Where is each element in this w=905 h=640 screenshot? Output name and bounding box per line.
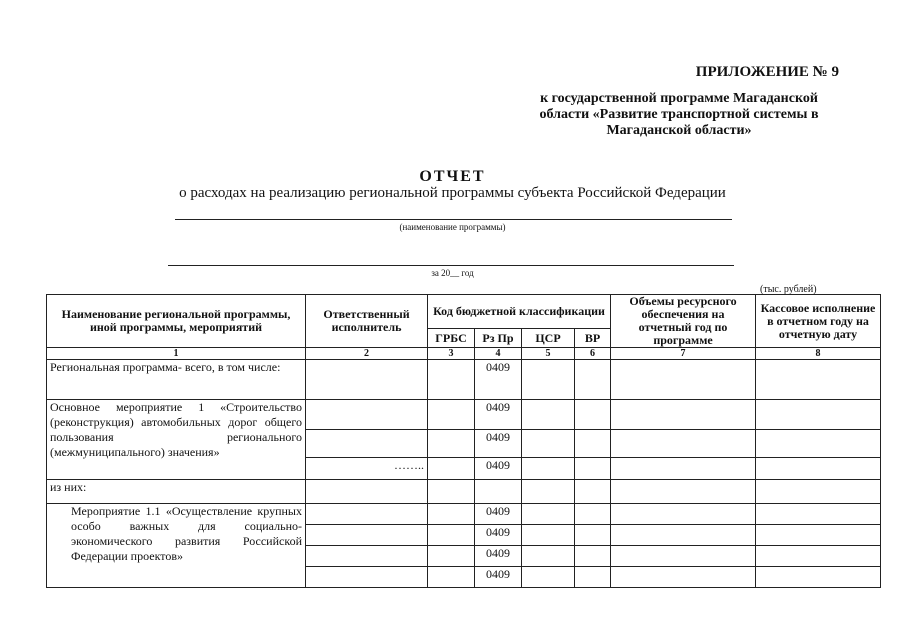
header-csr: ЦСР bbox=[522, 329, 575, 348]
column-number: 3 bbox=[428, 348, 475, 360]
header-name: Наименование региональной программы, иной программы, мероприятий bbox=[47, 295, 306, 348]
code-rzpr: 0409 bbox=[475, 525, 522, 546]
row-main-event-1: Основное мероприятие 1 «Строительство (реконструкция) автомобильных дорог общего пользования регионального (межмуниципального) значения» bbox=[47, 400, 306, 480]
column-number: 5 bbox=[522, 348, 575, 360]
table-row bbox=[47, 480, 881, 504]
row-ellipsis: …….. bbox=[306, 458, 428, 480]
report-subtitle: о расходах на реализацию региональной программы субъекта Российской Федерации bbox=[179, 185, 726, 201]
header-budget-code: Код бюджетной классификации bbox=[428, 295, 611, 329]
column-number: 4 bbox=[475, 348, 522, 360]
code-rzpr: 0409 bbox=[475, 546, 522, 567]
header-grbs: ГРБС bbox=[428, 329, 475, 348]
column-number: 1 bbox=[47, 348, 306, 360]
code-rzpr: 0409 bbox=[475, 504, 522, 525]
column-number: 6 bbox=[575, 348, 611, 360]
program-name-caption: (наименование программы) bbox=[399, 222, 506, 232]
row-event-1-1: Мероприятие 1.1 «Осуществление крупных особо важных для социально-экономического развития Российской Федерации проектов» bbox=[47, 504, 306, 588]
code-rzpr: 0409 bbox=[475, 400, 522, 430]
column-number: 8 bbox=[756, 348, 881, 360]
table-row bbox=[47, 360, 881, 400]
row-of-which: из них: bbox=[47, 480, 306, 504]
table-row bbox=[47, 504, 881, 525]
report-year: за 20__ год bbox=[431, 268, 474, 278]
code-rzpr: 0409 bbox=[475, 360, 522, 400]
separator-line bbox=[168, 265, 734, 266]
report-title: ОТЧЕТ bbox=[419, 168, 486, 185]
column-numbers-row bbox=[47, 348, 881, 360]
header-executor: Ответственный исполнитель bbox=[306, 295, 428, 348]
header-volumes: Объемы ресурсного обеспечения на отчетный год по программе bbox=[611, 295, 756, 348]
header-rzpr: Рз Пр bbox=[475, 329, 522, 348]
row-regional-program: Региональная программа- всего, в том числе: bbox=[47, 360, 306, 400]
table-row bbox=[47, 400, 881, 430]
header-vr: ВР bbox=[575, 329, 611, 348]
code-rzpr: 0409 bbox=[475, 430, 522, 458]
code-rzpr: 0409 bbox=[475, 567, 522, 588]
report-table bbox=[46, 294, 881, 588]
column-number: 7 bbox=[611, 348, 756, 360]
header-cash-execution: Кассовое исполнение в отчетном году на отчетную дату bbox=[756, 295, 881, 348]
code-rzpr: 0409 bbox=[475, 458, 522, 480]
units-label: (тыс. рублей) bbox=[760, 284, 817, 295]
appendix-subtitle: к государственной программе Магаданской области «Развитие транспортной системы в Магаданской области» bbox=[539, 91, 819, 138]
column-number: 2 bbox=[306, 348, 428, 360]
appendix-title: ПРИЛОЖЕНИЕ № 9 bbox=[695, 64, 839, 80]
program-name-line bbox=[175, 219, 732, 220]
appendix-block bbox=[519, 64, 839, 139]
